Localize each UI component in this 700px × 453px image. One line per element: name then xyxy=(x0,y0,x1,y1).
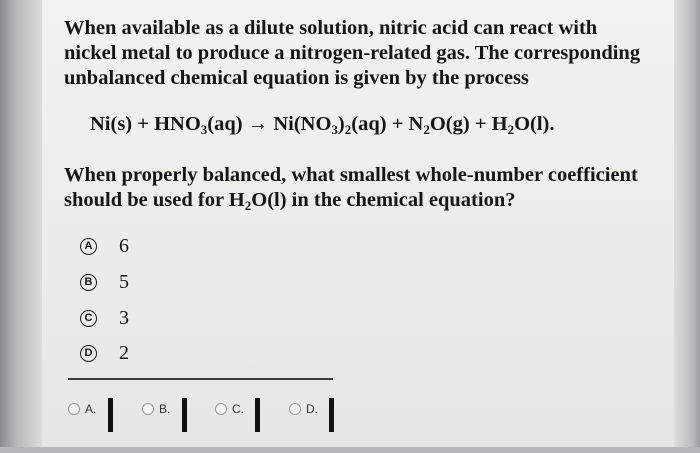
answer-option-b[interactable] xyxy=(142,402,170,416)
answer-label-d: D. xyxy=(306,402,318,416)
choice-value-a: 6 xyxy=(119,234,129,257)
eq-h2o-sub: 2 xyxy=(507,122,515,137)
question-line-3: unbalanced chemical equation is given by the process xyxy=(64,67,529,89)
choice-value-b: 5 xyxy=(119,270,129,293)
eq-n2o-state: O(g) xyxy=(429,113,470,135)
prompt-text xyxy=(64,163,664,218)
frame-left-edge xyxy=(0,0,42,453)
choice-d xyxy=(80,341,129,365)
prompt-line-2 xyxy=(64,188,664,218)
choice-c xyxy=(80,306,129,330)
answer-label-a: A. xyxy=(85,402,97,416)
prompt-line-2-sub: 2 xyxy=(244,198,252,213)
choice-a xyxy=(80,234,129,258)
eq-plus: + xyxy=(386,113,409,135)
cursor-bar-d xyxy=(329,398,334,432)
eq-hno3-sub: 3 xyxy=(200,122,208,137)
prompt-line-2-a: should be used for H xyxy=(64,189,245,211)
eq-nino3-state: (aq) xyxy=(351,113,387,135)
question-line-1: When available as a dilute solution, nitric acid can react with xyxy=(64,17,598,39)
radio-button-a[interactable] xyxy=(68,403,80,415)
cursor-bar-b xyxy=(182,398,187,432)
eq-plus: + xyxy=(132,113,155,135)
answer-option-d[interactable] xyxy=(289,402,318,416)
prompt-line-1: When properly balanced, what smallest whole-number coefficient xyxy=(64,164,638,186)
eq-n2o: N xyxy=(408,113,424,135)
radio-button-c[interactable] xyxy=(215,403,227,415)
prompt-line-2-b: O(l) in the chemical equation? xyxy=(251,189,516,211)
eq-plus: + xyxy=(469,113,492,135)
eq-nino3-sub1: 3 xyxy=(331,122,338,137)
frame-bottom-edge xyxy=(0,447,700,453)
radio-button-b[interactable] xyxy=(142,403,154,415)
eq-nino3: Ni(NO xyxy=(273,113,332,135)
choice-letter-b: B xyxy=(80,274,97,291)
choice-letter-d: D xyxy=(80,345,97,362)
chemical-equation xyxy=(90,113,554,138)
eq-nino3-sub2: 2 xyxy=(344,122,352,137)
eq-hno3-state: (aq) xyxy=(207,113,243,135)
eq-ni: Ni(s) xyxy=(90,113,133,135)
question-text xyxy=(64,16,664,91)
eq-n2o-sub: 2 xyxy=(423,122,430,137)
divider xyxy=(68,378,333,380)
answer-radio-group xyxy=(68,394,368,438)
answer-option-c[interactable] xyxy=(215,402,244,416)
eq-arrow: → xyxy=(242,113,274,135)
choice-b xyxy=(80,270,129,294)
choice-value-c: 3 xyxy=(119,306,129,329)
choice-letter-c: C xyxy=(80,310,97,327)
frame-right-edge xyxy=(674,0,700,453)
radio-button-d[interactable] xyxy=(289,403,301,415)
answer-label-b: B. xyxy=(159,402,171,416)
answer-option-a[interactable] xyxy=(68,402,96,416)
eq-hno3: HNO xyxy=(154,113,201,135)
eq-h2o-state: O(l). xyxy=(514,113,555,135)
answer-label-c: C. xyxy=(232,402,244,416)
choice-value-d: 2 xyxy=(119,341,129,364)
choice-letter-a: A xyxy=(80,238,97,255)
question-line-2: nickel metal to produce a nitrogen-related gas. The corresponding xyxy=(64,42,641,64)
cursor-bar-c xyxy=(255,398,260,432)
cursor-bar-a xyxy=(108,398,113,432)
eq-h2o: H xyxy=(491,113,508,135)
eq-nino3-paren: ) xyxy=(337,113,345,135)
